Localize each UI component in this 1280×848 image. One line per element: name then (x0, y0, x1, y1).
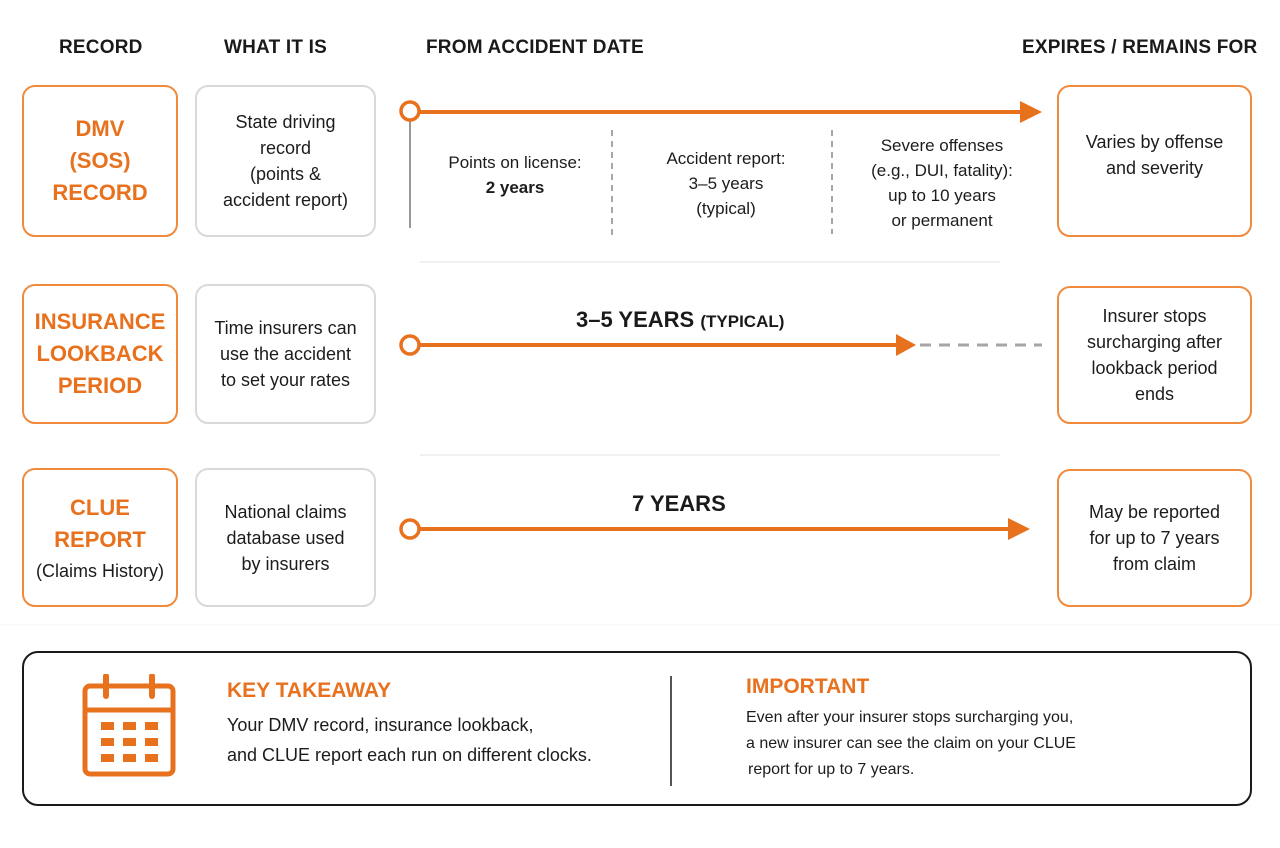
segment-points-value: 2 years (485, 178, 545, 197)
segment-line: 3–5 years (688, 174, 764, 193)
insurance-timeline-label-typical: (TYPICAL) (700, 312, 785, 331)
segment-line: Accident report: (666, 149, 786, 168)
what-box-insurance (195, 284, 376, 424)
what-box-dmv (195, 85, 376, 237)
key-takeaway-line: and CLUE report each run on different clocks. (227, 745, 592, 765)
record-box-insurance (22, 284, 178, 424)
dmv-arrowhead (1020, 101, 1042, 123)
insurance-start-dot (401, 336, 419, 354)
header-expires: EXPIRES / REMAINS FOR (1022, 37, 1258, 58)
header-from-accident-date: FROM ACCIDENT DATE (426, 37, 644, 58)
record-box-clue (22, 468, 178, 607)
clue-timeline-label: 7 YEARS (632, 491, 726, 516)
expires-line: and severity (1105, 158, 1204, 178)
insurance-arrowhead (896, 334, 916, 356)
key-takeaway-line: Your DMV record, insurance lookback, (227, 715, 534, 735)
expires-line: ends (1134, 384, 1175, 404)
important-heading: IMPORTANT (746, 675, 870, 698)
segment-line: Severe offenses (880, 136, 1004, 155)
what-line: to set your rates (220, 370, 351, 390)
insurance-timeline-label-main: 3–5 YEARS (576, 307, 695, 332)
clue-start-dot (401, 520, 419, 538)
segment-points (420, 150, 610, 200)
dmv-start-dot (401, 102, 419, 120)
record-title-line: CLUE (70, 494, 130, 520)
expires-box-clue (1057, 469, 1252, 607)
key-takeaway-heading: KEY TAKEAWAY (227, 679, 392, 702)
header-what-it-is: WHAT IT IS (224, 37, 327, 58)
clue-arrowhead (1008, 518, 1030, 540)
record-title-line: (SOS) (69, 148, 131, 173)
segment-severe-offenses (844, 133, 1040, 233)
what-line: Time insurers can (214, 318, 357, 338)
expires-line: surcharging after (1086, 332, 1223, 352)
takeaway-divider (670, 676, 672, 786)
record-subtitle: (Claims History) (36, 560, 164, 581)
expires-line: for up to 7 years (1089, 528, 1220, 548)
expires-box-insurance (1057, 286, 1252, 424)
segment-line: up to 10 years (888, 186, 996, 205)
segment-points-label: Points on license: (448, 153, 582, 172)
segment-line: (e.g., DUI, fatality): (871, 161, 1013, 180)
expires-box-dmv (1057, 85, 1252, 237)
important-line: Even after your insurer stops surcharging you, (746, 709, 1074, 726)
expires-line: May be reported (1088, 502, 1221, 522)
important-line: report for up to 7 years. (748, 761, 915, 778)
what-line: State driving (235, 112, 336, 132)
record-title-line: PERIOD (57, 373, 143, 398)
expires-line: from claim (1112, 554, 1196, 574)
what-line: by insurers (241, 553, 330, 574)
expires-line: Varies by offense (1085, 132, 1224, 152)
what-line: database used (226, 527, 345, 548)
what-line: use the accident (219, 344, 352, 364)
record-title-line: LOOKBACK (36, 341, 164, 366)
what-line: National claims (224, 501, 347, 522)
important-line: a new insurer can see the claim on your CLUE (746, 735, 1076, 752)
segment-accident-report (630, 146, 822, 221)
what-box-clue (195, 468, 376, 607)
expires-line: lookback period (1091, 358, 1218, 378)
insurance-timeline-label (576, 307, 784, 333)
what-line: accident report) (222, 190, 349, 210)
record-title-line: DMV (75, 116, 125, 141)
record-title-line: RECORD (52, 180, 148, 205)
record-box-dmv (22, 85, 178, 237)
expires-line: Insurer stops (1102, 306, 1207, 326)
header-record: RECORD (59, 37, 143, 58)
what-line: (points & (249, 164, 322, 184)
calendar-icon (82, 674, 176, 778)
what-line: record (259, 138, 312, 158)
segment-line: or permanent (891, 211, 993, 230)
record-title-line: INSURANCE (34, 309, 166, 334)
segment-line: (typical) (696, 199, 756, 218)
record-title-line: REPORT (54, 526, 146, 552)
